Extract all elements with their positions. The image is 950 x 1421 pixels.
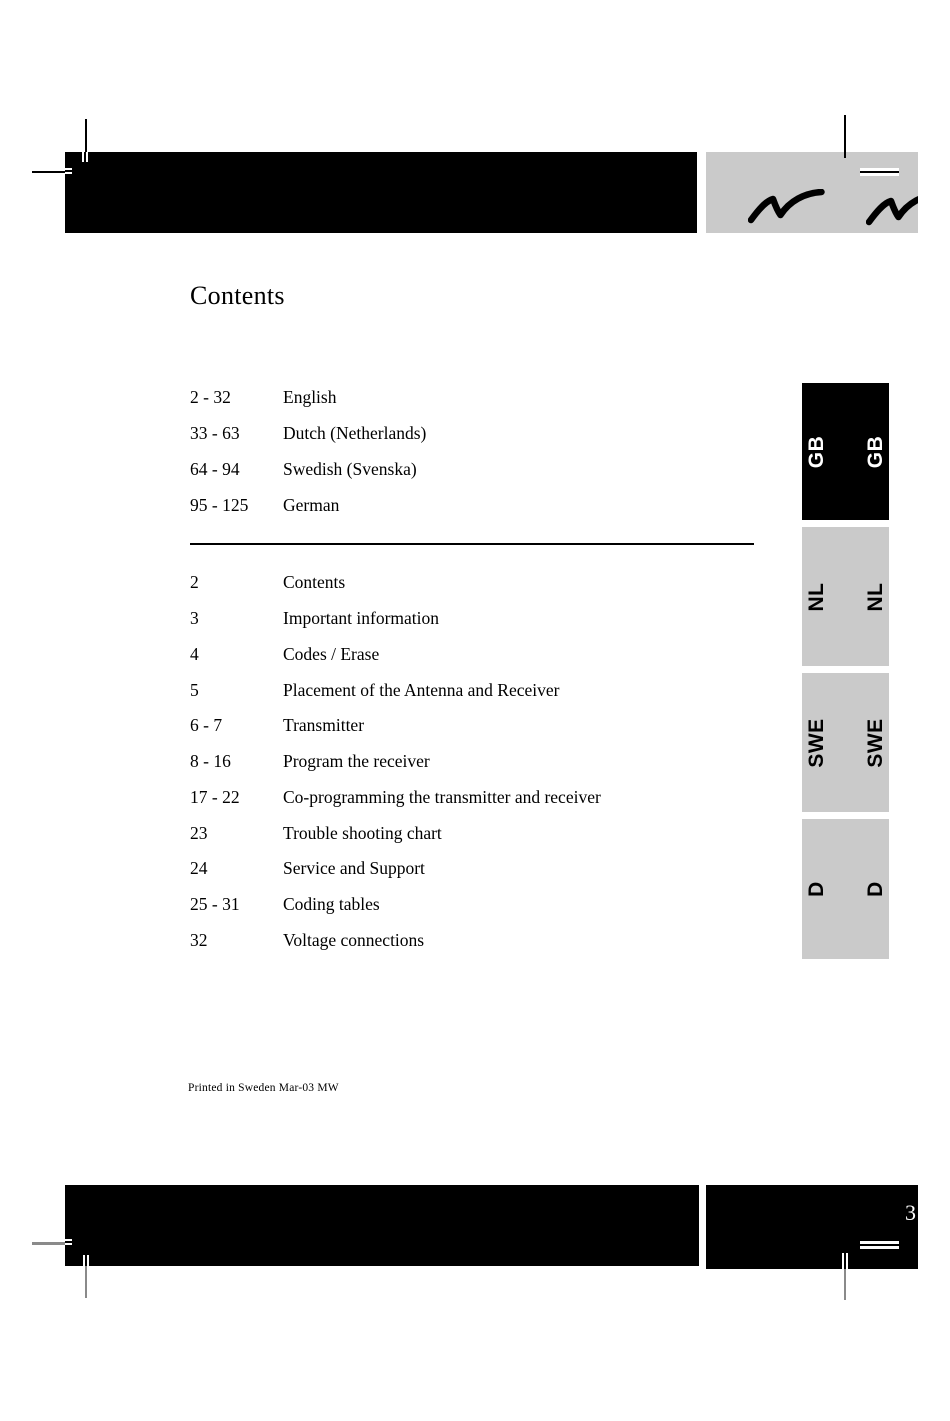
language-name: Dutch (Netherlands): [283, 423, 427, 444]
tab-label: D: [864, 881, 887, 897]
toc-page-range: 6 - 7: [190, 715, 223, 736]
language-name: Swedish (Svenska): [283, 458, 417, 479]
tab-label: SWE: [805, 717, 828, 768]
language-tab[interactable]: [802, 819, 889, 959]
crop-mark-bottom-right-vertical-notch: [842, 1253, 848, 1269]
language-section-row: [190, 380, 765, 416]
toc-page-range: 23: [190, 822, 208, 843]
table-of-contents: [190, 565, 765, 958]
crop-mark-bottom-left-vertical-notch: [83, 1255, 89, 1266]
toc-row: [190, 815, 765, 851]
toc-entry-title: Program the receiver: [283, 751, 430, 772]
toc-entry-title: Contents: [283, 572, 346, 593]
language-section-row: [190, 487, 765, 523]
toc-row: [190, 637, 765, 673]
crop-mark-bottom-right-vertical: [844, 1269, 846, 1300]
language-name: English: [283, 387, 337, 408]
toc-row: [190, 708, 765, 744]
footer-black-bar: [65, 1185, 699, 1266]
toc-entry-title: Coding tables: [283, 894, 380, 915]
toc-entry-title: Co-programming the transmitter and receiver: [283, 786, 601, 807]
language-name: German: [283, 494, 340, 515]
tab-label: D: [805, 881, 828, 897]
tab-label: GB: [805, 435, 828, 468]
crop-mark-top-left-vertical-notch: [82, 152, 88, 162]
page-range: 33 - 63: [190, 423, 240, 444]
crop-mark-top-left-horizontal-notch: [65, 168, 72, 174]
logo-swoosh-icon: [748, 189, 826, 225]
toc-page-range: 8 - 16: [190, 751, 231, 772]
page-range: 64 - 94: [190, 458, 240, 479]
toc-entry-title: Codes / Erase: [283, 643, 380, 664]
language-tab[interactable]: [802, 383, 889, 520]
language-section-row: [190, 416, 765, 452]
toc-row: [190, 565, 765, 601]
toc-row: [190, 923, 765, 959]
toc-entry-title: Voltage connections: [283, 929, 425, 950]
toc-page-range: 24: [190, 858, 208, 879]
toc-entry-title: Important information: [283, 608, 440, 629]
toc-page-range: 25 - 31: [190, 894, 240, 915]
toc-page-range: 4: [190, 643, 199, 664]
language-tab[interactable]: [802, 673, 889, 812]
crop-mark-top-left-vertical: [85, 119, 87, 152]
page-title: Contents: [190, 281, 285, 310]
toc-row: [190, 744, 765, 780]
logo-swoosh-icon: [866, 191, 918, 227]
toc-page-range: 3: [190, 608, 199, 629]
crop-mark-top-right-vertical: [844, 115, 846, 158]
language-tab[interactable]: [802, 527, 889, 666]
toc-row: [190, 780, 765, 816]
crop-mark-bottom-left-horizontal: [32, 1242, 65, 1245]
toc-entry-title: Transmitter: [283, 715, 365, 736]
language-section-row: [190, 452, 765, 488]
toc-page-range: 17 - 22: [190, 786, 240, 807]
toc-page-range: 32: [190, 929, 208, 950]
toc-row: [190, 601, 765, 637]
page-range: 95 - 125: [190, 494, 249, 515]
crop-mark-top-left-horizontal: [32, 171, 65, 173]
header-logo-panel: [706, 152, 918, 233]
double-line-mark-icon: [860, 168, 899, 176]
toc-row: [190, 851, 765, 887]
header-black-bar: [65, 152, 697, 233]
language-tab-strip: [802, 383, 889, 959]
page-range: 2 - 32: [190, 387, 231, 408]
toc-page-range: 5: [190, 679, 199, 700]
toc-row: [190, 887, 765, 923]
crop-mark-bottom-left-vertical: [85, 1266, 87, 1298]
toc-entry-title: Trouble shooting chart: [283, 822, 442, 843]
toc-page-range: 2: [190, 572, 199, 593]
tab-label: SWE: [864, 717, 887, 768]
tab-label: NL: [864, 582, 887, 611]
crop-mark-bottom-left-horizontal-notch: [65, 1239, 72, 1245]
toc-entry-title: Placement of the Antenna and Receiver: [283, 679, 560, 700]
language-section-list: [190, 380, 765, 523]
toc-entry-title: Service and Support: [283, 858, 425, 879]
footer-panel: [706, 1185, 918, 1269]
tab-label: NL: [805, 582, 828, 611]
section-divider: [190, 543, 754, 545]
toc-row: [190, 672, 765, 708]
tab-label: GB: [864, 435, 887, 468]
double-line-mark-icon: [860, 1241, 899, 1249]
page-number: 3: [905, 1200, 916, 1225]
printed-note: Printed in Sweden Mar-03 MW: [188, 1082, 339, 1094]
